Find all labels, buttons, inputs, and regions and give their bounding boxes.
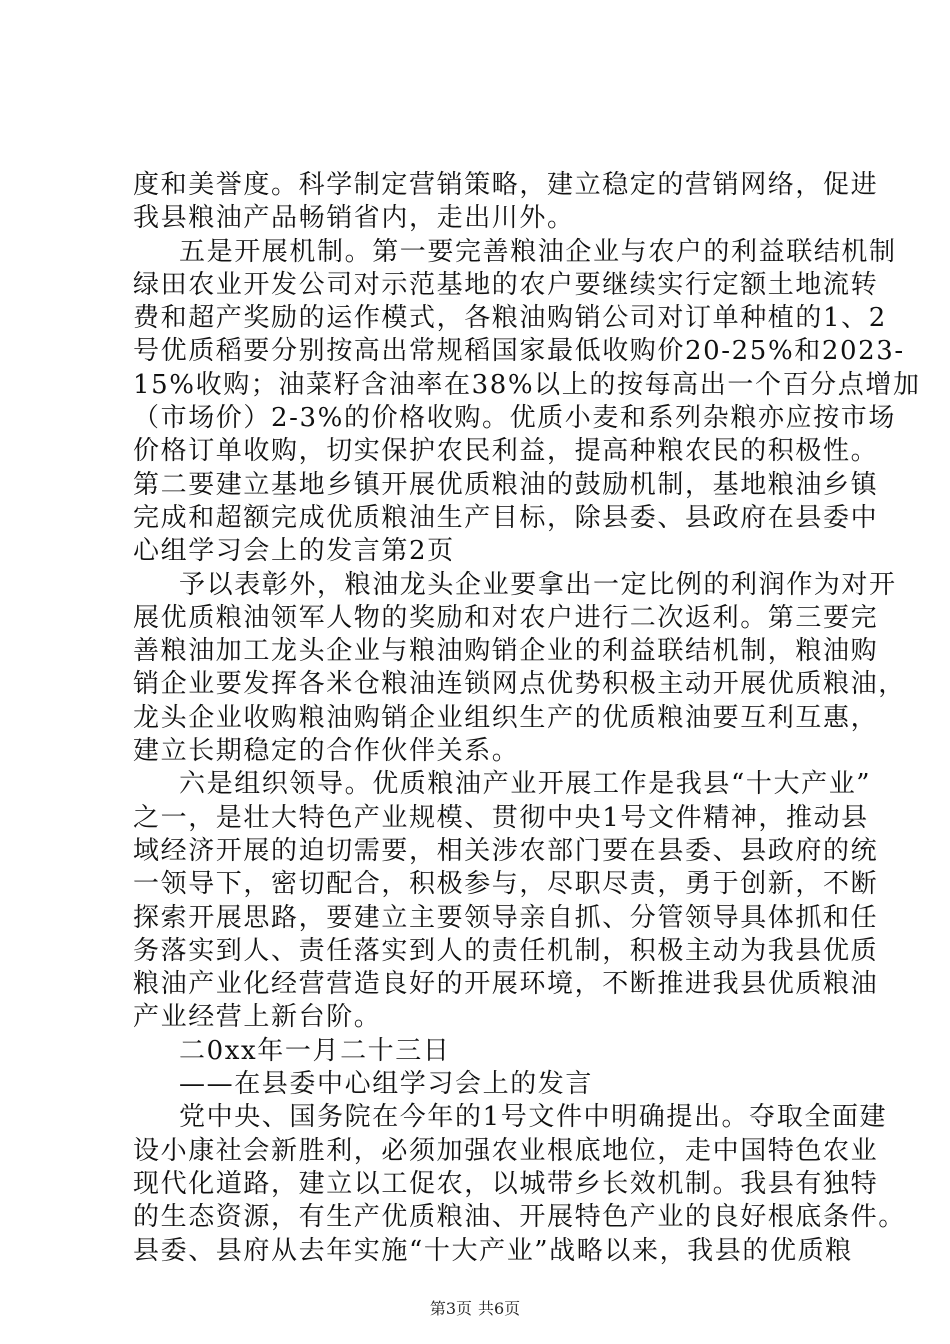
text-line: 党中央、国务院在今年的1号文件中明确提出。夺取全面建 — [179, 1102, 888, 1133]
document-body — [133, 169, 921, 1268]
page-number: 第3页 — [429, 1299, 472, 1318]
text-line: 一领导下，密切配合，积极参与，尽职尽责，勇于创新，不断 — [133, 869, 879, 900]
text-line: 展优质粮油领军人物的奖励和对农户进行二次返利。第三要完 — [133, 602, 879, 633]
text-line: ——在县委中心组学习会上的发言 — [179, 1069, 594, 1100]
text-line: 15%收购；油菜籽含油率在38%以上的按每高出一个百分点增加 — [133, 369, 921, 400]
text-line: 二0xx年一月二十三日 — [179, 1035, 451, 1066]
text-line: 号优质稻要分别按高出常规稻国家最低收购价20-25%和2023- — [133, 336, 905, 367]
text-line: 探索开展思路，要建立主要领导亲自抓、分管领导具体抓和任 — [133, 902, 879, 933]
page-total: 共6页 — [478, 1299, 521, 1318]
text-line: 建立长期稳定的合作伙伴关系。 — [133, 736, 520, 767]
text-line: 绿田农业开发公司对示范基地的农户要继续实行定额土地流转 — [133, 269, 879, 300]
text-line: 六是组织领导。优质粮油产业开展工作是我县“十大产业” — [179, 769, 872, 800]
text-line: 之一，是壮大特色产业规模、贯彻中央1号文件精神，推动县 — [133, 802, 869, 833]
page-footer — [0, 1299, 950, 1319]
text-line: 域经济开展的迫切需要，相关涉农部门要在县委、县政府的统 — [133, 835, 879, 866]
text-line: 完成和超额完成优质粮油生产目标，除县委、县政府在县委中 — [133, 502, 879, 533]
text-line: 心组学习会上的发言第2页 — [133, 536, 455, 567]
text-line: 设小康社会新胜利，必须加强农业根底地位，走中国特色农业 — [133, 1135, 879, 1166]
text-line: 善粮油加工龙头企业与粮油购销企业的利益联结机制，粮油购 — [133, 636, 879, 667]
text-line: （市场价）2-3%的价格收购。优质小麦和系列杂粮亦应按市场 — [133, 403, 896, 434]
text-line: 五是开展机制。第一要完善粮油企业与农户的利益联结机制 — [179, 236, 897, 267]
text-line: 的生态资源，有生产优质粮油、开展特色产业的良好根底条件。 — [133, 1202, 906, 1233]
text-line: 度和美誉度。科学制定营销策略，建立稳定的营销网络，促进 — [133, 170, 879, 200]
text-line: 粮油产业化经营营造良好的开展环境，不断推进我县优质粮油 — [133, 969, 879, 1000]
text-line: 予以表彰外，粮油龙头企业要拿出一定比例的利润作为对开 — [179, 569, 897, 600]
text-line: 费和超产奖励的运作模式，各粮油购销公司对订单种植的1、2 — [133, 303, 887, 334]
text-line: 销企业要发挥各米仓粮油连锁网点优势积极主动开展优质粮油， — [133, 669, 906, 700]
text-line: 价格订单收购，切实保护农民利益，提高种粮农民的积极性。 — [133, 436, 879, 467]
text-line: 我县粮油产品畅销省内，走出川外。 — [133, 203, 575, 234]
text-line: 第二要建立基地乡镇开展优质粮油的鼓励机制，基地粮油乡镇 — [133, 469, 879, 500]
text-line: 务落实到人、责任落实到人的责任机制，积极主动为我县优质 — [133, 935, 879, 966]
text-line: 产业经营上新台阶。 — [133, 1002, 382, 1033]
text-line: 县委、县府从去年实施“十大产业”战略以来，我县的优质粮 — [133, 1235, 853, 1266]
text-line: 现代化道路，建立以工促农，以城带乡长效机制。我县有独特 — [133, 1168, 879, 1199]
text-line: 龙头企业收购粮油购销企业组织生产的优质粮油要互利互惠， — [133, 702, 879, 733]
